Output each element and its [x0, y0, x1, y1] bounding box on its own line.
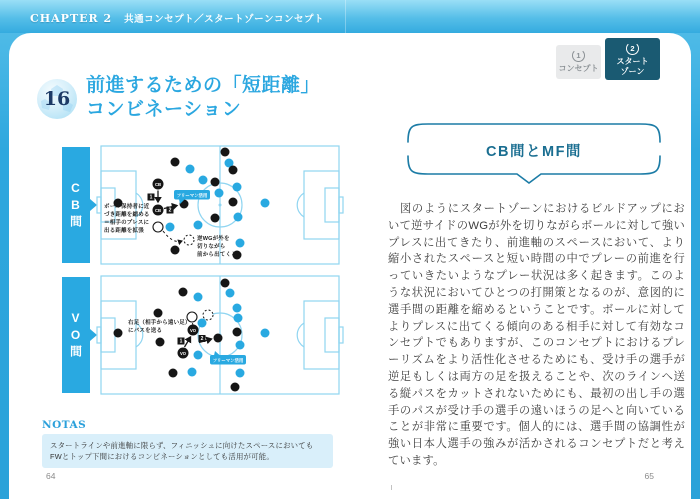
freeman-tooltip-label: フリーマン活用	[176, 192, 208, 198]
right-page-body: 図のようにスタートゾーンにおけるビルドアップにおいて逆サイドのWGが外を切りながらボールに対して強いプレスに出てきたり、前進軸のスペースにおいて、より縮小されたスペースと短い時間の中でプレーの前進を行っていきたいようなプレー状況は多く起きます。このような状況においてひとつの打開策となるのが、意図的に選手間の距離を縮めるということです。ボールに対してよりプレスに出てくる傾向のある相手に対して有効なコンセプトでもありますが、このコンセプトにおけるプレーリズムをより活性化させるためにも、受け手の選手が逆足もしくは両方の足を扱えることや、次のラインへ送る縦パスをカットされないためにも、最初の出し手の選手のパスが受け手の選手の遠いほうの足へと向いていることが非常に重要です。個人的には、選手間の協調性が強い日本人選手の強みが活かされるコンセプトだと考えています。	[388, 203, 685, 467]
right-page-heading-box	[398, 112, 670, 190]
tab-concept-label: コンセプト	[558, 64, 599, 73]
freeman-tooltip	[174, 190, 210, 204]
concept-number-badge	[37, 79, 77, 119]
page-number-right: 65	[644, 471, 654, 481]
section-label: 共通コンセプト／スタートゾーンコンセプト	[124, 14, 324, 25]
note-ball-holder	[104, 203, 150, 235]
page-title-line2: コンビネーション	[86, 99, 242, 120]
vo-marker-lower-label: VO	[179, 350, 187, 356]
diagram-cb-banner	[62, 147, 90, 263]
note-ball-holder-line1: ボール保持者に近	[104, 204, 150, 210]
diagram-cb-banner-label: CB間	[68, 180, 83, 230]
right-page-heading: CB間とMF間	[486, 144, 582, 160]
note-reverse-wg-line2: 切りながら	[197, 244, 226, 250]
vo-ghost-circle	[203, 310, 213, 320]
tab-concept	[556, 45, 601, 79]
step1-label: 1	[179, 338, 183, 345]
diagram-vo-banner	[62, 277, 90, 393]
tab-startzone-label-line1: スタート	[616, 57, 649, 66]
note-right-foot-pass-line1: 右足（相手から遠い足）	[128, 320, 191, 326]
page-number-left: 64	[46, 471, 56, 481]
tab-concept-number: 1	[572, 49, 585, 62]
tab-startzone	[605, 38, 660, 80]
tab-startzone-label-line2: ゾーン	[620, 67, 645, 76]
cb-marker-lower-label: CB	[154, 207, 162, 213]
freeman-tooltip-label: フリーマン活用	[212, 357, 244, 363]
note-reverse-wg	[197, 235, 237, 259]
diagram-cb-pitch	[100, 145, 340, 265]
diagram-vo-play-overlay	[100, 275, 340, 395]
chapter-label: CHAPTER 2	[30, 12, 113, 25]
note-ball-holder-line4: 出る距離を拡張	[104, 228, 144, 234]
diagram-vo-pitch	[100, 275, 340, 395]
note-reverse-wg-line3: 前から出てくる	[197, 252, 237, 258]
note-reverse-wg-line1: 逆WGが外を	[197, 236, 230, 242]
fold-mark	[391, 485, 392, 490]
page-title	[86, 74, 320, 122]
wg-target-circle	[184, 235, 194, 245]
vo-marker-upper-label: VO	[189, 327, 197, 333]
notas-box: スタートラインや前進軸に限らず、フィニッシュに向けたスペースにおいてもFWとトップ下間におけるコンビネーションとしても活用が可能。	[42, 434, 333, 468]
notas-heading: NOTAS	[42, 419, 87, 431]
tab-startzone-label	[605, 57, 660, 77]
freeman-tooltip	[210, 351, 246, 365]
concept-number: 16	[43, 88, 71, 110]
page-gutter-seam	[345, 0, 346, 33]
page-title-line1: 前進するための「短距離」	[86, 75, 321, 96]
note-ball-holder-line2: づき距離を縮める	[104, 212, 150, 218]
step2-label: 2	[200, 335, 204, 342]
cb-marker-upper-label: CB	[154, 181, 162, 187]
diagram-vo-banner-label: VO間	[68, 310, 83, 360]
tab-startzone-number: 2	[626, 42, 639, 55]
step2-label: 2	[168, 207, 172, 214]
chapter-header-band	[0, 0, 700, 33]
chapter-header-text	[30, 9, 324, 27]
note-ball-holder-line3: ＝相手のプレスに	[104, 220, 150, 226]
cb-origin-circle	[153, 222, 163, 232]
step1-label: 1	[149, 194, 153, 201]
note-right-foot-pass	[128, 319, 191, 335]
note-right-foot-pass-line2: にパスを送る	[128, 328, 163, 334]
